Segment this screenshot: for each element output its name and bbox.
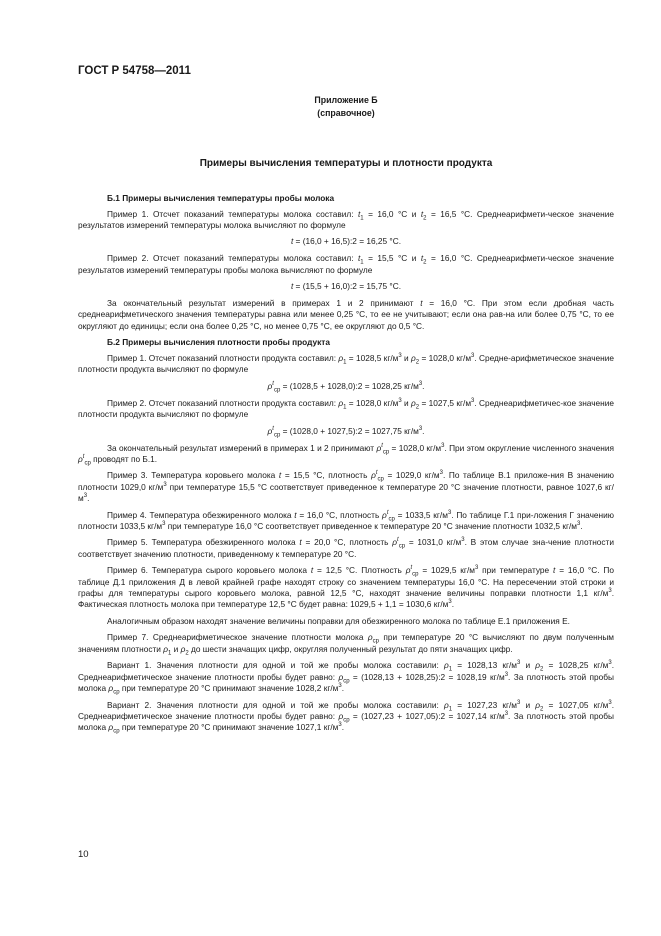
b2-final-result: За окончательный результат измерений в примерах 1 и 2 принимают $\rho^t_{ср} = 1028,0$ $кг/м^3$. При этом округление численного значения $\rho^t_{ср}$ проводят по Б.1.	[78, 442, 614, 467]
b1-conclusion: За окончательный результат измерений в примерах 1 и 2 принимают t = 16,0 °С. При этом если дробная часть среднеарифметического значения температуры равна или менее 0,25 °С, то ее не учитывают; если она рав-на или более 0,75 °С, то ее округляют до единицы; если она более 0,25 °С, но менее 0,75 °С, ее округляют до 0,5 °С.	[78, 298, 614, 331]
b2-example-6: Пример 6. Температура сырого коровьего молока t = 12,5 °С. Плотность $\rho^t_{ср} = 1029,5$ $кг/м^3$ при температуре t = 16,0 °С. По таблице Д.1 приложения Д в левой крайней графе находят строку со значением температуры 16,0 °С. На пересечении этой строки и графы для температуры сырого коровьего молока, равной 12,5 °С, находят значение величины поправки плотности 1,1 $кг/м^3$. Фактическая плотность молока при температуре 12,5 °С будет равна: 1029,5 + 1,1 = 1030,6 $кг/м^3$.	[78, 565, 614, 610]
b2-example-4: Пример 4. Температура обезжиренного молока t = 16,0 °С, плотность $\rho^t_{ср} = 1033,5$ $кг/м^3$. По таблице Г.1 при-ложения Г значению плотности 1033,5 $кг/м^3$ при температуре 16,0 °С соответствует приведенное к температуре 20 °С значение плотности 1032,5 $кг/м^3$.	[78, 509, 614, 531]
b2-example-1: Пример 1. Отсчет показаний плотности продукта составил: $\rho_1 = 1028,5$ $кг/м^3$ и $\rho_2 = 1028,0$ $кг/м^3$. Средне-арифметическое значение плотности продукта вычисляют по формуле	[78, 352, 614, 375]
section-b2-heading: Б.2 Примеры вычисления плотности пробы продукта	[107, 337, 330, 348]
b2-example-2: Пример 2. Отсчет показаний плотности продукта составил: $\rho_1 = 1028,0$ $кг/м^3$ и $\rho_2 = 1027,5$ $кг/м^3$. Среднеарифметичес-кое значение плотности продукта вычисляют по формуле	[78, 397, 614, 420]
annex-title: Примеры вычисления температуры и плотности продукта	[199, 158, 493, 169]
section-b1-heading: Б.1 Примеры вычисления температуры пробы молока	[107, 193, 335, 203]
b1-example-2: Пример 2. Отсчет показаний температуры молока составил: $t_1 = 15,5$ °С и $t_2 = 16,0$ °С. Среднеарифмети-ческое значение результатов измерений температуры пробы молока вычисляют по формуле	[78, 253, 615, 275]
b2-formula-2: $\rho^t_{ср} = (1028,0$ + 1027,5):2 = 1027,75 $кг/м^3$.	[267, 425, 425, 439]
b2-variant-1: Вариант 1. Значения плотности для одной и той же пробы молока составили: $\rho_1 = 1028,13$ $кг/м^3$ и $\rho_2 = 1028,25$ $кг/м^3$. Среднеарифметическое значение плотности пробы будет равно: $\rho_{ср} = (1028,13$ + 1028,25):2 = 1028,19 $кг/м^3$. За плотность этой пробы молока $\rho_{ср}$ при температуре 20 °С принимают значение 1028,2 $кг/м^3$.	[78, 660, 614, 696]
b1-formula-1: t = (16,0 + 16,5):2 = 16,25 °С.	[290, 236, 402, 247]
b1-example-1: Пример 1. Отсчет показаний температуры молока составил: $t_1 = 16,0$ °С и $t_2 = 16,5$ °С. Среднеарифмети-ческое значение результатов измерений температуры молока вычисляют по формуле	[78, 208, 615, 230]
b1-formula-2: t = (15,5 + 16,0):2 = 15,75 °С.	[290, 281, 402, 292]
annex-label: Приложение Б	[314, 95, 378, 105]
b2-example-7: Пример 7. Среднеарифметическое значение плотности молока $\rho_{ср}$ при температуре 20 °С вычисляют по двум полученным значениям плотности $\rho_1$ и $\rho_2$ до шести значащих цифр, округляя полученный результат до пяти значащих цифр.	[78, 632, 614, 657]
b2-formula-1: $\rho^t_{ср} = (1028,5$ + 1028,0):2 = 1028,25 $кг/м^3$.	[267, 380, 425, 394]
b2-example-3: Пример 3. Температура коровьего молока t = 15,5 °С, плотность $\rho^t_{ср} = 1029,0$ $кг/м^3$. По таблице В.1 приложе-ния В значению плотности 1029,0 $кг/м^3$ при температуре 15,5 °С соответствует приведенное к температуре 20 °С значение плотности, равное 1027,6 $кг/м^3$.	[78, 470, 615, 503]
b2-example-5: Пример 5. Температура обезжиренного молока t = 20,0 °С, плотность $\rho^t_{ср} = 1031,0$ $кг/м^3$. В этом случае зна-чение плотности соответствует значению плотности, приведенному к температуре 20 °С.	[78, 537, 614, 559]
annex-type: (справочное)	[317, 108, 375, 118]
standard-number: ГОСТ Р 54758—2011	[78, 65, 191, 77]
b2-analog-note: Аналогичным образом находят значение величины поправки для обезжиренного молока по таблице Е.1 приложения Е.	[107, 615, 570, 626]
page-number: 10	[78, 849, 89, 860]
b2-variant-2: Вариант 2. Значения плотности для одной и той же пробы молока составили: $\rho_1 = 1027,23$ $кг/м^3$ и $\rho_2 = 1027,05$ $кг/м^3$. Среднеарифметическое значение плотности пробы будет равно: $\rho_{ср} = (1027,23$ + 1027,05):2 = 1027,14 $кг/м^3$. За плотность этой пробы молока $\rho_{ср}$ при температуре 20 °С принимают значение 1027,1 $кг/м^3$.	[78, 699, 614, 735]
document-body	[78, 193, 614, 739]
